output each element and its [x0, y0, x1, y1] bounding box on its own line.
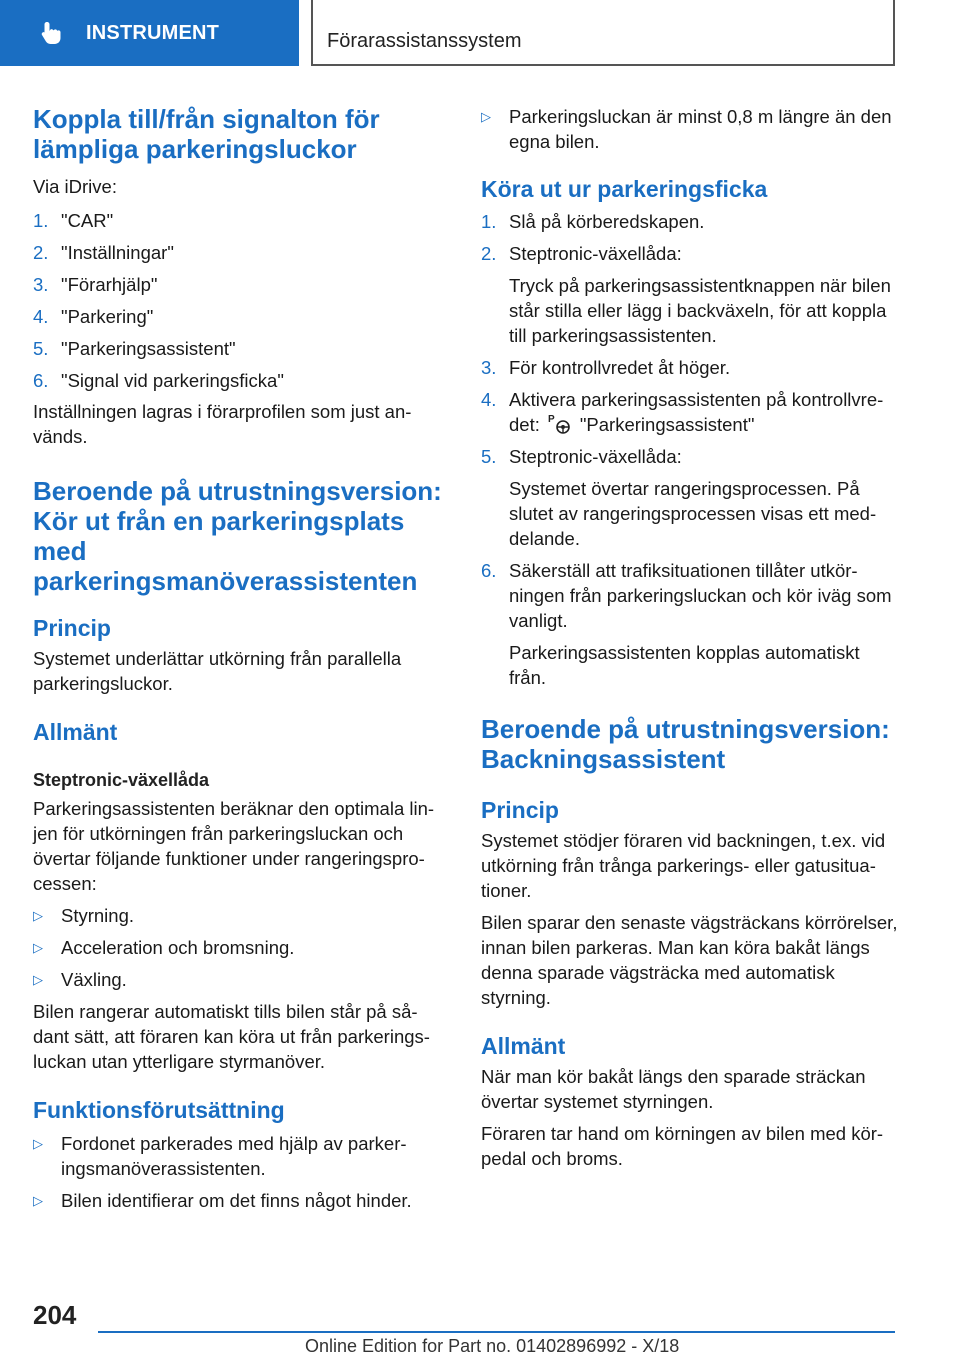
list-item: 5. "Parkeringsassistent" [33, 338, 236, 359]
rangerar-text: Bilen rangerar automatiskt tills bilen står på sådant sätt, att föraren kan köra ut från parkeringsluckan utan ytterligare styrmanöver. [33, 1001, 430, 1072]
conditions-list-cont [481, 104, 901, 154]
left-column [33, 100, 445, 1213]
list-item: ▷ Styrning. [33, 905, 135, 926]
list-item: 1. Slå på körberedskapen. [481, 211, 705, 232]
foraren-text: Föraren tar hand om körningen av bilen med körpedal och broms. [481, 1123, 884, 1169]
parking-assistant-icon [548, 413, 572, 435]
sparar-text: Bilen sparar den senaste vägsträckans körrörelser, innan bilen parkeras. Man kan köra bakåt längs denna sparade vägsträcka med automatisk styrning. [481, 912, 898, 1008]
list-item: ▷ Fordonet parkerades med hjälp av parkeringsmanöverassistenten. [33, 1133, 407, 1179]
heading-version: Beroende på utrustningsversion: Kör ut från en parkeringsplats med parkeringsmanöverassistenten [33, 476, 442, 596]
functions-list [33, 903, 445, 992]
edition-text: Online Edition for Part no. 01402896992 - X/18 [305, 1336, 680, 1356]
list-item: 4. Aktivera parkeringsassistenten på kontrollvredet: P "Parkeringsassistent" [481, 389, 884, 435]
heading-steptronic: Steptronic-växellåda [33, 770, 210, 790]
conditions-list [33, 1131, 445, 1213]
section-label: INSTRUMENT [86, 21, 220, 44]
page-number: 204 [33, 1300, 77, 1330]
chapter-header [311, 0, 895, 66]
list-item: 3. "Förarhjälp" [33, 274, 158, 295]
list-item: 6. Säkerställ att trafiksituationen tillåter utkörningen från parkeringsluckan och kör iväg som vanligt. [481, 560, 892, 631]
list-item: 4. "Parkering" [33, 306, 154, 327]
heading-allmant-right: Allmänt [481, 1033, 566, 1059]
chapter-title: Förarassistanssystem [327, 30, 522, 52]
list-item: 2. "Inställningar" [33, 242, 174, 263]
heading-back: Beroende på utrustningsversion: Backningsassistent [481, 714, 890, 774]
kora-steps [481, 209, 901, 690]
heading-allmant: Allmänt [33, 719, 118, 745]
princip-text-right: Systemet stödjer föraren vid backningen, t.ex. vid utkörning från trånga parkerings- eller gatusituationer. [481, 830, 886, 901]
heading-signal: Koppla till/från signalton för lämpliga parkeringsluckor [33, 104, 380, 164]
list-item: 2. Steptronic-växellåda: [481, 243, 682, 264]
hand-pointer-icon [38, 20, 64, 46]
list-item: ▷ Acceleration och bromsning. [33, 937, 295, 958]
svg-text:P: P [547, 414, 555, 425]
section-tab [0, 0, 299, 66]
list-item-extra: Tryck på parkeringsassistentknappen när bilen står stilla eller lägg i backväxeln, för att koppla till parkeringsassistenten. [509, 275, 891, 346]
list-item: 5. Steptronic-växellåda: [481, 446, 682, 467]
list-item-extra: Systemet övertar rangeringsprocessen. På slutet av rangeringsprocessen visas ett meddelande. [509, 478, 877, 549]
heading-kora: Köra ut ur parkeringsficka [481, 176, 768, 202]
idrive-steps [33, 208, 445, 393]
heading-princip: Princip [33, 615, 111, 641]
right-column [481, 100, 901, 1171]
list-item: ▷ Bilen identifierar om det finns något hinder. [33, 1190, 412, 1211]
list-item-extra: Parkeringsassistenten kopplas automatiskt från. [509, 642, 860, 688]
steptronic-text: Parkeringsassistenten beräknar den optimala linjen för utkörningen från parkeringsluckan och övertar följande funktioner under rangeringsprocessen: [33, 798, 435, 894]
princip-text: Systemet underlättar utkörning från parallella parkeringsluckor. [33, 648, 402, 694]
allmant-text: När man kör bakåt längs den sparade sträckan övertar systemet styrningen. [481, 1066, 866, 1112]
list-item: ▷ Parkeringsluckan är minst 0,8 m längre än den egna bilen. [481, 106, 892, 152]
saved-note: Inställningen lagras i förarprofilen som just används. [33, 401, 412, 447]
list-item: 6. "Signal vid parkeringsficka" [33, 370, 284, 391]
list-item: 3. För kontrollvredet åt höger. [481, 357, 731, 378]
heading-funktion: Funktionsförutsättning [33, 1097, 285, 1123]
list-item: 1. "CAR" [33, 210, 114, 231]
via-idrive: Via iDrive: [33, 176, 117, 197]
footer-divider [98, 1331, 895, 1333]
heading-princip-right: Princip [481, 797, 559, 823]
list-item: ▷ Växling. [33, 969, 127, 990]
